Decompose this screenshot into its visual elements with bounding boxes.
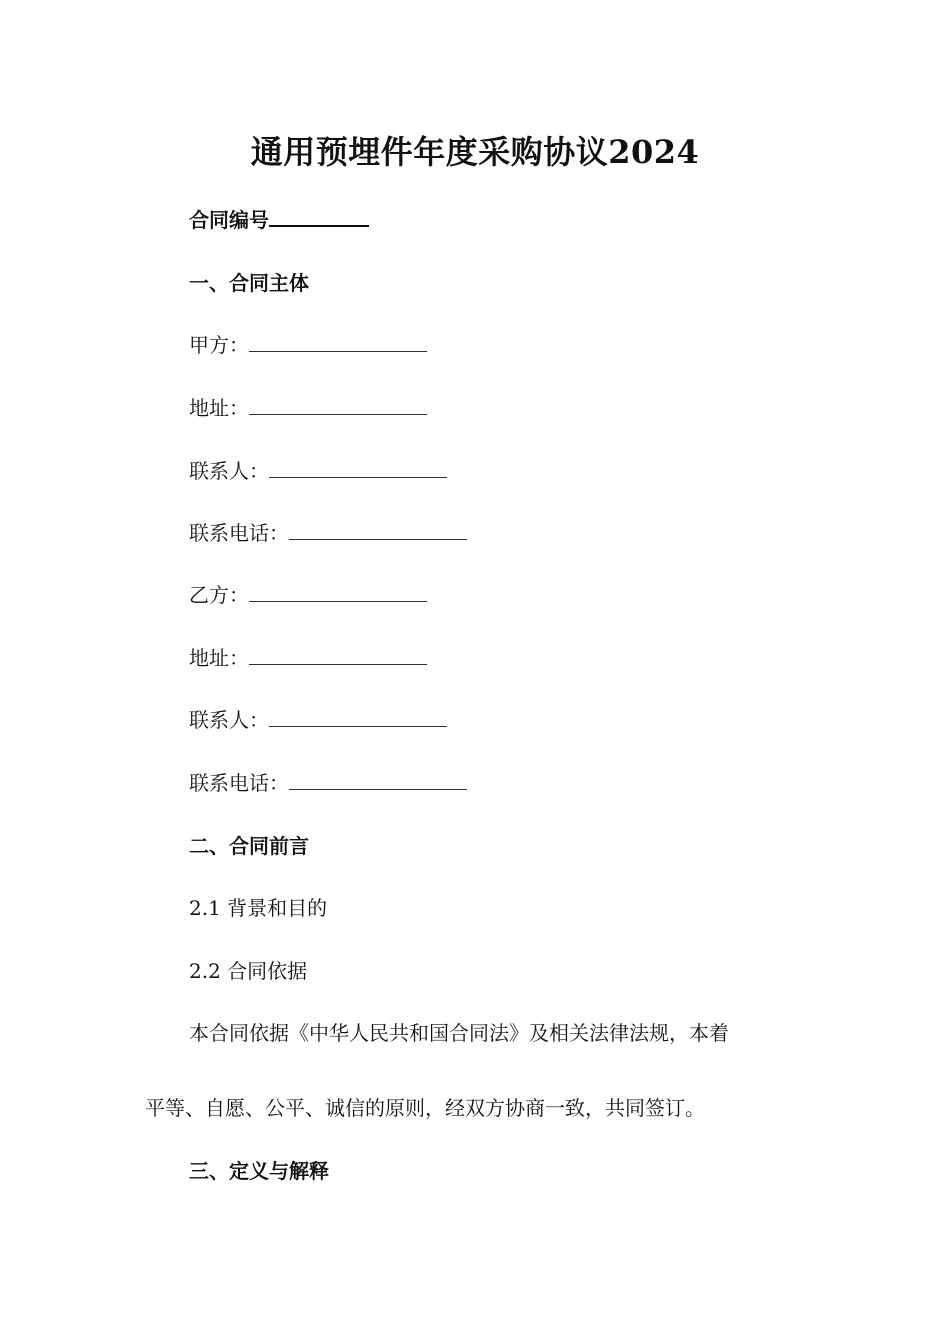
party-b-phone-line — [189, 768, 467, 798]
preamble-item-basis: 2.2 合同依据 — [189, 959, 308, 983]
party-a-label: 甲方： — [189, 333, 249, 357]
party-a-address-label: 地址： — [189, 396, 249, 420]
preamble-paragraph-line2: 平等、自愿、公平、诚信的原则，经双方协商一致，共同签订。 — [145, 1096, 705, 1120]
preamble-paragraph-line1: 本合同依据《中华人民共和国合同法》及相关法律法规，本着 — [189, 1021, 729, 1045]
party-a-blank[interactable] — [249, 331, 427, 352]
party-b-contact-line — [189, 705, 447, 735]
section-heading-definitions: 三、定义与解释 — [189, 1159, 329, 1183]
party-a-phone-blank[interactable] — [289, 519, 467, 540]
party-b-phone-label: 联系电话： — [189, 771, 289, 795]
party-b-contact-blank[interactable] — [269, 706, 447, 727]
section-heading-preamble: 二、合同前言 — [189, 834, 309, 858]
party-b-address-blank[interactable] — [249, 644, 427, 665]
party-a-address-blank[interactable] — [249, 394, 427, 415]
section-heading-parties: 一、合同主体 — [189, 271, 309, 295]
party-a-address-line — [189, 393, 427, 423]
party-a-contact-line — [189, 456, 447, 486]
party-b-address-line — [189, 643, 427, 673]
contract-number-blank[interactable] — [269, 205, 369, 227]
party-a-contact-blank[interactable] — [269, 457, 447, 478]
contract-number-line — [189, 205, 369, 235]
party-a-phone-label: 联系电话： — [189, 521, 289, 545]
party-a-contact-label: 联系人： — [189, 459, 269, 483]
party-b-address-label: 地址： — [189, 646, 249, 670]
party-b-label: 乙方： — [189, 583, 249, 607]
document-title: 通用预埋件年度采购协议2024 — [250, 133, 700, 171]
preamble-item-background: 2.1 背景和目的 — [189, 896, 328, 920]
contract-number-label: 合同编号 — [189, 208, 269, 232]
party-b-blank[interactable] — [249, 581, 427, 602]
party-b-phone-blank[interactable] — [289, 769, 467, 790]
party-a-line — [189, 330, 427, 360]
party-b-line — [189, 580, 427, 610]
party-b-contact-label: 联系人： — [189, 708, 269, 732]
party-a-phone-line — [189, 518, 467, 548]
